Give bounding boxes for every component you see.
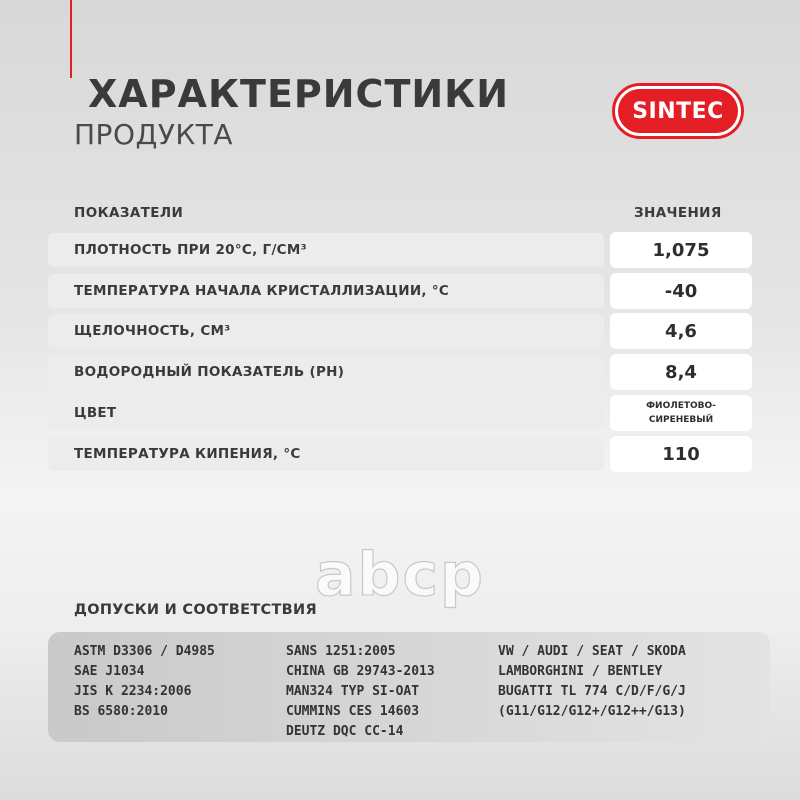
approvals-title: ДОПУСКИ И СООТВЕТСТВИЯ [74, 602, 317, 618]
approval-item: DEUTZ DQC CC-14 [286, 724, 404, 739]
approval-item: BUGATTI TL 774 C/D/F/G/J [498, 684, 686, 699]
approval-item: JIS K 2234:2006 [74, 684, 192, 699]
approval-item: LAMBORGHINI / BENTLEY [498, 664, 663, 679]
watermark-text: abcp [315, 545, 485, 609]
approval-item: BS 6580:2010 [74, 704, 168, 719]
approvals-column-3 [498, 642, 686, 722]
table-row-label: ТЕМПЕРАТУРА НАЧАЛА КРИСТАЛЛИЗАЦИИ, °С [48, 274, 604, 308]
approval-item: (G11/G12/G12+/G12++/G13) [498, 704, 686, 719]
accent-line [70, 0, 72, 78]
sintec-logo [612, 83, 744, 139]
approvals-column-1 [74, 642, 215, 722]
approval-item: CUMMINS CES 14603 [286, 704, 420, 719]
page-subtitle: ПРОДУКТА [74, 118, 234, 151]
approval-item: VW / AUDI / SEAT / SKODA [498, 644, 686, 659]
table-row-label: ТЕМПЕРАТУРА КИПЕНИЯ, °С [48, 437, 604, 471]
table-row-label: ПЛОТНОСТЬ ПРИ 20°С, Г/СМ³ [48, 233, 604, 267]
page-title: ХАРАКТЕРИСТИКИ [88, 72, 510, 116]
approval-item: ASTM D3306 / D4985 [74, 644, 215, 659]
table-row-value: 110 [610, 436, 752, 472]
approval-item: MAN324 TYP SI-OAT [286, 684, 420, 699]
approvals-column-2 [286, 642, 435, 742]
table-row-label: ЦВЕТ [48, 396, 604, 430]
table-row-value [610, 395, 752, 431]
table-row-value: -40 [610, 273, 752, 309]
color-value-line1: ФИОЛЕТОВО- [646, 401, 716, 411]
table-row-value: 1,075 [610, 232, 752, 268]
table-row-label: ВОДОРОДНЫЙ ПОКАЗАТЕЛЬ (РН) [48, 355, 604, 389]
table-row-label: ЩЕЛОЧНОСТЬ, СМ³ [48, 314, 604, 348]
sintec-logo-text: SINTEC [618, 89, 738, 133]
color-value-line2: СИРЕНЕВЫЙ [648, 415, 714, 425]
table-header-indicators: ПОКАЗАТЕЛИ [74, 205, 184, 221]
approval-item: SANS 1251:2005 [286, 644, 396, 659]
table-row-value: 8,4 [610, 354, 752, 390]
abcp-watermark-logo [300, 545, 500, 609]
approval-item: SAE J1034 [74, 664, 145, 679]
table-row-value: 4,6 [610, 313, 752, 349]
table-header-values: ЗНАЧЕНИЯ [634, 205, 722, 221]
approval-item: CHINA GB 29743-2013 [286, 664, 435, 679]
